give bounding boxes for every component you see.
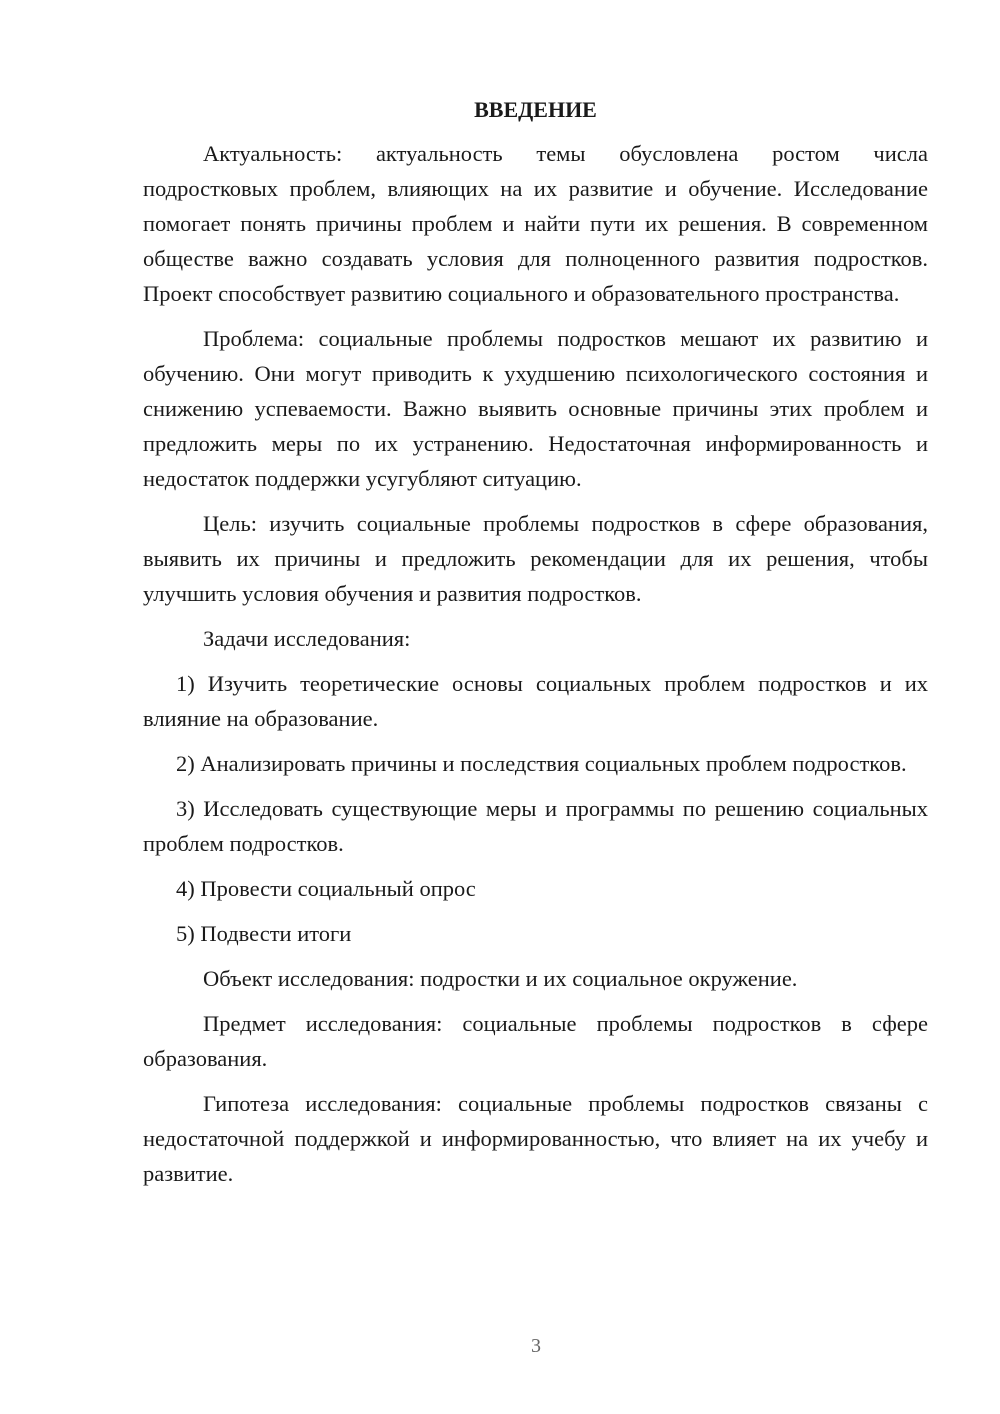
task-item-5: 5) Подвести итоги — [176, 921, 352, 946]
hypothesis-paragraph: Гипотеза исследования: социальные проблемы подростков связаны с недостаточной поддержкой и информированностью, что влияет на их учебу и развитие. — [143, 1091, 928, 1186]
task-item-1: 1) Изучить теоретические основы социальных проблем подростков и их влияние на образование. — [143, 671, 928, 731]
task-item-3: 3) Исследовать существующие меры и программы по решению социальных проблем подростков. — [143, 796, 928, 856]
task-item-4: 4) Провести социальный опрос — [176, 876, 476, 901]
goal-paragraph: Цель: изучить социальные проблемы подростков в сфере образования, выявить их причины и предложить рекомендации для их решения, чтобы улучшить условия обучения и развития подростков. — [143, 511, 928, 606]
page-number: 3 — [531, 1335, 541, 1357]
tasks-title: Задачи исследования: — [203, 626, 411, 651]
task-item-2: 2) Анализировать причины и последствия социальных проблем подростков. — [176, 751, 907, 776]
relevance-paragraph: Актуальность: актуальность темы обусловлена ростом числа подростковых проблем, влияющих на их развитие и обучение. Исследование помогает понять причины проблем и найти пути их решения. В современном обществе важно создавать условия для полноценного развития подростков. Проект способствует развитию социального и образовательного пространства. — [143, 141, 928, 306]
object-paragraph: Объект исследования: подростки и их социальное окружение. — [203, 966, 798, 991]
subject-paragraph: Предмет исследования: социальные проблемы подростков в сфере образования. — [143, 1011, 928, 1071]
problem-paragraph: Проблема: социальные проблемы подростков мешают их развитию и обучению. Они могут приводить к ухудшению психологического состояния и снижению успеваемости. Важно выявить основные причины этих проблем и предложить меры по их устранению. Недостаточная информированность и недостаток поддержки усугубляют ситуацию. — [143, 326, 928, 491]
page-content — [143, 92, 928, 1201]
section-heading: ВВЕДЕНИЕ — [474, 97, 597, 122]
